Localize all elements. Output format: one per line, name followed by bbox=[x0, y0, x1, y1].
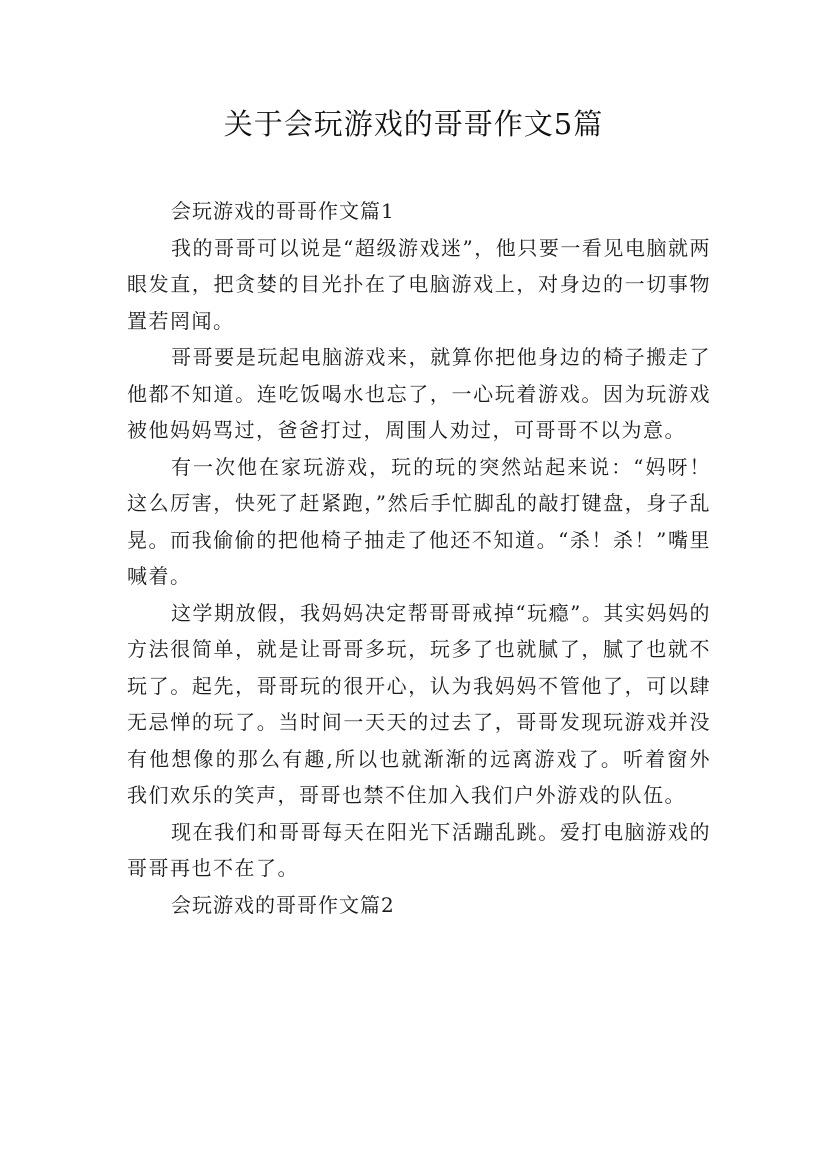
paragraph: 哥哥要是玩起电脑游戏来，就算你把他身边的椅子搬走了他都不知道。连吃饭喝水也忘了，一心玩着游戏。因为玩游戏被他妈妈骂过，爸爸打过，周围人劝过，可哥哥不以为意。 bbox=[127, 345, 711, 442]
paragraph: 我的哥哥可以说是“超级游戏迷”，他只要一看见电脑就两眼发直，把贪婪的目光扑在了电脑游戏上，对身边的一切事物置若罔闻。 bbox=[127, 235, 711, 333]
paragraph: 这学期放假，我妈妈决定帮哥哥戒掉“玩瘾”。其实妈妈的方法很简单，就是让哥哥多玩，玩多了也就腻了，腻了也就不玩了。起先，哥哥玩的很开心，认为我妈妈不管他了，可以肆无忌惮的玩了。当时间一天天的过去了，哥哥发现玩游戏并没有他想像的那么有趣,所以也就渐渐的远离游戏了。听着窗外我们欢乐的笑声，哥哥也禁不住加入我们户外游戏的队伍。 bbox=[127, 600, 711, 807]
section-heading-1: 会玩游戏的哥哥作文篇1 bbox=[171, 199, 395, 223]
paragraph: 有一次他在家玩游戏，玩的玩的突然站起来说：“妈呀！这么厉害，快死了赶紧跑，”然后手忙脚乱的敲打键盘，身子乱晃。而我偷偷的把他椅子抽走了他还不知道。“杀！杀！”嘴里喊着。 bbox=[127, 454, 711, 588]
section-heading-2: 会玩游戏的哥哥作文篇2 bbox=[171, 892, 395, 917]
paragraph: 现在我们和哥哥每天在阳光下活蹦乱跳。爱打电脑游戏的哥哥再也不在了。 bbox=[127, 819, 711, 880]
document-title: 关于会玩游戏的哥哥作文5篇 bbox=[223, 107, 604, 141]
document-body bbox=[127, 193, 711, 923]
